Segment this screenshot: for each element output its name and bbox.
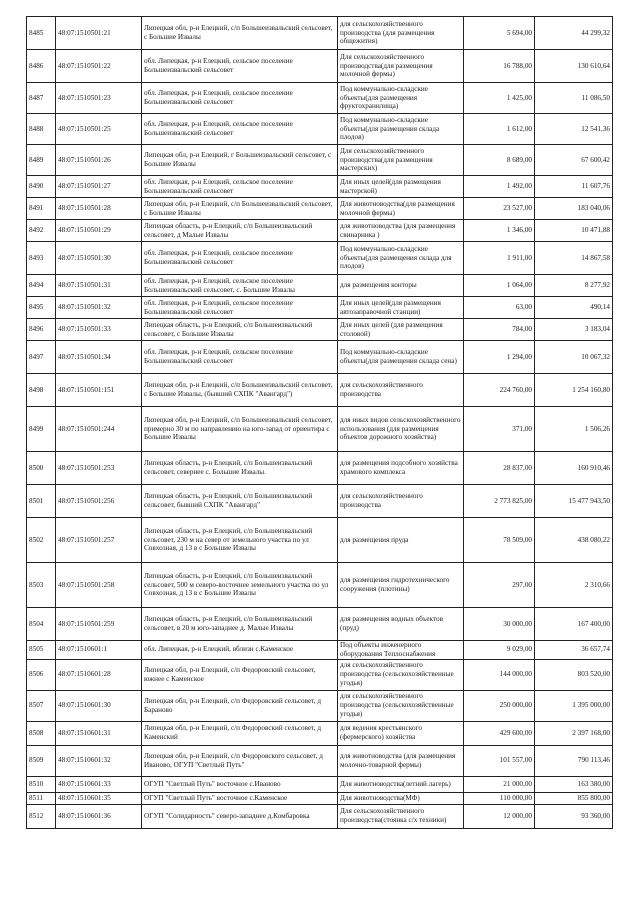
row-number-cell: 8504: [27, 608, 56, 641]
cadastral-number-cell: 48:07:1510501:256: [56, 485, 142, 518]
permitted-use-cell: Для животноводства(для размещения молочной фермы): [338, 198, 464, 220]
cadastral-value-cell: 183 040,06: [535, 198, 613, 220]
table-row: [27, 690, 613, 721]
table-row: [27, 659, 613, 690]
cadastral-number-cell: 48:07:1510501:257: [56, 518, 142, 563]
cadastral-value-cell: 93 360,00: [535, 804, 613, 828]
table-row: [27, 114, 613, 145]
cadastral-value-cell: 11 086,50: [535, 83, 613, 114]
permitted-use-cell: Для сельскохозяйственного производства(для размещения молочной фермы): [338, 50, 464, 83]
row-number-cell: 8501: [27, 485, 56, 518]
cadastral-value-cell: 14 867,58: [535, 242, 613, 275]
area-cell: 1 911,00: [464, 242, 535, 275]
cadastral-value-cell: 15 477 943,50: [535, 485, 613, 518]
table-row: [27, 563, 613, 608]
area-cell: 297,00: [464, 563, 535, 608]
row-number-cell: 8493: [27, 242, 56, 275]
address-cell: Липецкая обл, р-н Елецкий, с/п Большеизвальский сельсовет, примерно 30 м по направлению на юго-запад от ориентира с Большие Извалы: [142, 407, 338, 452]
address-cell: обл. Липецкая, р-н Елецкий, сельское поселение Большеизвальский сельсовет: [142, 176, 338, 198]
address-cell: Липецкая обл, р-н Елецкий, с/п Большеизвальский сельсовет, с Большие Извалы, (бывший СХПК "Авангард"): [142, 374, 338, 407]
row-number-cell: 8487: [27, 83, 56, 114]
area-cell: 28 837,00: [464, 452, 535, 485]
area-cell: 429 600,00: [464, 721, 535, 745]
row-number-cell: 8503: [27, 563, 56, 608]
row-number-cell: 8489: [27, 145, 56, 176]
permitted-use-cell: Под коммунально-складские объекты(для размещения склада плодов): [338, 114, 464, 145]
address-cell: ОГУП "Солидарность" северо-западнее д.Комбаровка: [142, 804, 338, 828]
row-number-cell: 8500: [27, 452, 56, 485]
permitted-use-cell: для размещения конторы: [338, 275, 464, 297]
cadastral-number-cell: 48:07:1510501:29: [56, 220, 142, 242]
address-cell: обл. Липецкая, р-н Елецкий, сельское поселение Большеизвальский сельсовет: [142, 83, 338, 114]
table-row: [27, 641, 613, 660]
address-cell: Липецкая область, р-н Елецкий, с/п Большеизвальский сельсовет, в 20 м юго-западнее д. Малые Извалы: [142, 608, 338, 641]
cadastral-value-cell: 12 541,36: [535, 114, 613, 145]
cadastral-value-cell: 3 183,04: [535, 319, 613, 341]
table-row: [27, 518, 613, 563]
table-row: [27, 50, 613, 83]
permitted-use-cell: Под объекты инженерного оборудования Теплоснабжения: [338, 641, 464, 660]
area-cell: 16 788,00: [464, 50, 535, 83]
cadastral-value-cell: 11 607,76: [535, 176, 613, 198]
area-cell: 1 064,00: [464, 275, 535, 297]
permitted-use-cell: для иных видов сельскохозяйственного использования (для размещения объектов дорожного хозяйства): [338, 407, 464, 452]
cadastral-value-cell: 490,14: [535, 297, 613, 319]
table-row: [27, 145, 613, 176]
address-cell: Липецкая обл, р-н Елецкий, с/п Большеизвальский сельсовет, с Большие Извалы: [142, 17, 338, 50]
row-number-cell: 8510: [27, 776, 56, 792]
area-cell: 1 612,00: [464, 114, 535, 145]
area-cell: 8 689,00: [464, 145, 535, 176]
cadastral-value-cell: 160 910,46: [535, 452, 613, 485]
address-cell: обл. Липецкая, р-н Елецкий, вблизи с.Каменское: [142, 641, 338, 660]
row-number-cell: 8491: [27, 198, 56, 220]
address-cell: обл. Липецкая, р-н Елецкий, сельское поселение Большеизвальский сельсовет: [142, 297, 338, 319]
address-cell: Липецкая обл, р-н Елецкий, с/п Федоровский сельсовет, д Каменский: [142, 721, 338, 745]
cadastral-number-cell: 48:07:1510601:1: [56, 641, 142, 660]
address-cell: ОГУП "Светлый Путь" восточное с.Каменское: [142, 792, 338, 804]
permitted-use-cell: для сельскохозяйственного производства (сельскохозяйственные угодья): [338, 690, 464, 721]
row-number-cell: 8492: [27, 220, 56, 242]
row-number-cell: 8488: [27, 114, 56, 145]
area-cell: 224 760,00: [464, 374, 535, 407]
address-cell: Липецкая область, р-н Елецкий, с/п Большеизвальский сельсовет, севернее с. Большие Извалы.: [142, 452, 338, 485]
cadastral-value-cell: 1 506,26: [535, 407, 613, 452]
row-number-cell: 8508: [27, 721, 56, 745]
cadastral-value-cell: 167 400,00: [535, 608, 613, 641]
row-number-cell: 8496: [27, 319, 56, 341]
cadastral-number-cell: 48:07:1510601:36: [56, 804, 142, 828]
row-number-cell: 8497: [27, 341, 56, 374]
table-row: [27, 319, 613, 341]
cadastral-value-cell: 1 254 160,80: [535, 374, 613, 407]
row-number-cell: 8485: [27, 17, 56, 50]
area-cell: 23 527,00: [464, 198, 535, 220]
address-cell: обл. Липецкая, р-н Елецкий, сельское поселение Большеизвальский сельсовет: [142, 50, 338, 83]
cadastral-number-cell: 48:07:1510601:32: [56, 745, 142, 776]
cadastral-number-cell: 48:07:1510501:31: [56, 275, 142, 297]
row-number-cell: 8512: [27, 804, 56, 828]
permitted-use-cell: Для сельскохозяйственного производства(стоянка с/х техники): [338, 804, 464, 828]
cadastral-number-cell: 48:07:1510601:28: [56, 659, 142, 690]
area-cell: 110 000,00: [464, 792, 535, 804]
row-number-cell: 8505: [27, 641, 56, 660]
table-row: [27, 804, 613, 828]
permitted-use-cell: Для иных целей(для размещения автозаправочной станции): [338, 297, 464, 319]
cadastral-value-cell: 36 657,74: [535, 641, 613, 660]
table-row: [27, 275, 613, 297]
table-row: [27, 220, 613, 242]
cadastral-number-cell: 48:07:1510501:22: [56, 50, 142, 83]
address-cell: обл. Липецкая, р-н Елецкий, сельское поселение Большеизвальский сельсовет: [142, 242, 338, 275]
row-number-cell: 8494: [27, 275, 56, 297]
table-row: [27, 745, 613, 776]
permitted-use-cell: Под коммунально-складские объекты(для размещения фруктохранилища): [338, 83, 464, 114]
table-row: [27, 83, 613, 114]
cadastral-number-cell: 48:07:1510501:258: [56, 563, 142, 608]
address-cell: Липецкая обл, р-н Елецкий, с/п Федоровского сельсовет, д Иваново, ОГУП "Светлый Путь": [142, 745, 338, 776]
table-row: [27, 485, 613, 518]
cadastral-number-cell: 48:07:1510501:27: [56, 176, 142, 198]
row-number-cell: 8502: [27, 518, 56, 563]
cadastral-number-cell: 48:07:1510501:34: [56, 341, 142, 374]
table-row: [27, 242, 613, 275]
table-row: [27, 407, 613, 452]
cadastral-value-cell: 44 299,32: [535, 17, 613, 50]
permitted-use-cell: для размещения пруда: [338, 518, 464, 563]
area-cell: 101 557,00: [464, 745, 535, 776]
permitted-use-cell: для размещения гидротехнического сооружения (плотины): [338, 563, 464, 608]
permitted-use-cell: Под коммунально-складские объекты(для размещения склада для плодов): [338, 242, 464, 275]
cadastral-number-cell: 48:07:1510601:30: [56, 690, 142, 721]
table-row: [27, 341, 613, 374]
area-cell: 30 000,00: [464, 608, 535, 641]
cadastral-value-cell: 2 397 168,00: [535, 721, 613, 745]
area-cell: 1 425,00: [464, 83, 535, 114]
area-cell: 12 000,00: [464, 804, 535, 828]
cadastral-value-cell: 10 067,32: [535, 341, 613, 374]
area-cell: 9 029,00: [464, 641, 535, 660]
cadastral-value-cell: 790 113,46: [535, 745, 613, 776]
cadastral-value-cell: 803 520,00: [535, 659, 613, 690]
table-row: [27, 176, 613, 198]
address-cell: Липецкая область, р-н Елецкий, с/п Большеизвальский сельсовет, д Малые Извалы: [142, 220, 338, 242]
permitted-use-cell: для животноводства (для размещения молочно-товарной фермы): [338, 745, 464, 776]
address-cell: Липецкая обл, р-н Елецкий, г Большеизвальский сельсовет, с Большие Извалы: [142, 145, 338, 176]
cadastral-value-cell: 10 471,88: [535, 220, 613, 242]
cadastral-value-cell: 438 080,22: [535, 518, 613, 563]
row-number-cell: 8490: [27, 176, 56, 198]
area-cell: 1 294,00: [464, 341, 535, 374]
permitted-use-cell: Для животноводства(летний лагерь): [338, 776, 464, 792]
area-cell: 1 492,00: [464, 176, 535, 198]
cadastral-number-cell: 48:07:1510501:33: [56, 319, 142, 341]
permitted-use-cell: Для иных целей(для размещения мастерской): [338, 176, 464, 198]
address-cell: Липецкая обл, р-н Елецкий, с/п Федоровский сельсовет, южнее с Каменское: [142, 659, 338, 690]
area-cell: 78 509,00: [464, 518, 535, 563]
cadastral-value-cell: 2 310,66: [535, 563, 613, 608]
address-cell: обл. Липецкая, р-н Елецкий, сельское поселение Большеизвальский сельсовет, с. Большие Извалы: [142, 275, 338, 297]
cadastral-number-cell: 48:07:1510501:21: [56, 17, 142, 50]
address-cell: ОГУП "Светлый Путь" восточное с.Иваново: [142, 776, 338, 792]
row-number-cell: 8509: [27, 745, 56, 776]
table-row: [27, 608, 613, 641]
cadastral-number-cell: 48:07:1510501:30: [56, 242, 142, 275]
table-row: [27, 721, 613, 745]
cadastral-value-cell: 130 610,64: [535, 50, 613, 83]
address-cell: Липецкая область, р-н Елецкий, с/п Большеизвальский сельсовет, 500 м северо-восточнее земельного участка по ул Совхозная, д 13 в с Большие Извалы: [142, 563, 338, 608]
permitted-use-cell: Под коммунально-складские объекты(для размещения склада сена): [338, 341, 464, 374]
area-cell: 1 346,00: [464, 220, 535, 242]
address-cell: Липецкая область, р-н Елецкий, с/п Большеизвальский сельсовет, с Большие Извалы: [142, 319, 338, 341]
row-number-cell: 8511: [27, 792, 56, 804]
permitted-use-cell: Для сельскохозяйственного производства(для размещения мастерских): [338, 145, 464, 176]
cadastral-number-cell: 48:07:1510501:26: [56, 145, 142, 176]
cadastral-number-cell: 48:07:1510501:28: [56, 198, 142, 220]
cadastral-number-cell: 48:07:1510501:25: [56, 114, 142, 145]
cadastral-value-cell: 8 277,92: [535, 275, 613, 297]
permitted-use-cell: для сельскохозяйственного производства (для размещения общежития): [338, 17, 464, 50]
cadastral-value-cell: 1 395 000,00: [535, 690, 613, 721]
permitted-use-cell: Для иных целей (для размещения столовой): [338, 319, 464, 341]
table-row: [27, 452, 613, 485]
area-cell: 5 694,00: [464, 17, 535, 50]
cadastral-value-cell: 67 600,42: [535, 145, 613, 176]
area-cell: 21 000,00: [464, 776, 535, 792]
cadastral-number-cell: 48:07:1510601:35: [56, 792, 142, 804]
address-cell: Липецкая обл, р-н Елецкий, с/п Федоровский сельсовет, д Бараново: [142, 690, 338, 721]
permitted-use-cell: для размещения водных объектов (пруд): [338, 608, 464, 641]
land-registry-table-page: [26, 16, 613, 829]
cadastral-number-cell: 48:07:1510501:253: [56, 452, 142, 485]
address-cell: Липецкая область, р-н Елецкий, с/п Большеизвальский сельсовет, 230 м на север от земельного участка по ул Совхозная, д 13 в с Большие Извалы: [142, 518, 338, 563]
cadastral-number-cell: 48:07:1510501:23: [56, 83, 142, 114]
row-number-cell: 8499: [27, 407, 56, 452]
address-cell: Липецкая область, р-н Елецкий, с/п Большеизвальский сельсовет, бывший СХПК "Авангард": [142, 485, 338, 518]
table-row: [27, 17, 613, 50]
table-row: [27, 297, 613, 319]
permitted-use-cell: для сельскохозяйственного производства (сельскохозяйственные угодья): [338, 659, 464, 690]
row-number-cell: 8506: [27, 659, 56, 690]
area-cell: 250 000,00: [464, 690, 535, 721]
cadastral-value-cell: 855 800,00: [535, 792, 613, 804]
area-cell: 784,00: [464, 319, 535, 341]
permitted-use-cell: для сельскохозяйственного производства: [338, 485, 464, 518]
cadastral-value-cell: 163 380,00: [535, 776, 613, 792]
cadastral-number-cell: 48:07:1510501:32: [56, 297, 142, 319]
cadastral-number-cell: 48:07:1510501:244: [56, 407, 142, 452]
land-registry-table: [26, 16, 613, 829]
permitted-use-cell: для сельскохозяйственного производства: [338, 374, 464, 407]
table-row: [27, 198, 613, 220]
cadastral-number-cell: 48:07:1510501:259: [56, 608, 142, 641]
table-row: [27, 776, 613, 792]
row-number-cell: 8507: [27, 690, 56, 721]
table-body: [27, 17, 613, 829]
permitted-use-cell: для животноводства (для размещения свинарника ): [338, 220, 464, 242]
area-cell: 2 773 825,00: [464, 485, 535, 518]
cadastral-number-cell: 48:07:1510501:151: [56, 374, 142, 407]
row-number-cell: 8495: [27, 297, 56, 319]
table-row: [27, 374, 613, 407]
address-cell: Липецкая обл, р-н Елецкий, с/п Большеизвальский сельсовет, с Большие Извалы: [142, 198, 338, 220]
permitted-use-cell: Для животноводства(МФ): [338, 792, 464, 804]
area-cell: 371,00: [464, 407, 535, 452]
row-number-cell: 8498: [27, 374, 56, 407]
area-cell: 63,00: [464, 297, 535, 319]
address-cell: обл. Липецкая, р-н Елецкий, сельское поселение Большеизвальский сельсовет: [142, 114, 338, 145]
table-row: [27, 792, 613, 804]
permitted-use-cell: для ведения крестьянского (фермерского) хозяйства: [338, 721, 464, 745]
cadastral-number-cell: 48:07:1510601:31: [56, 721, 142, 745]
area-cell: 144 000,00: [464, 659, 535, 690]
permitted-use-cell: для размещения подсобного хозяйства храмового комплекса: [338, 452, 464, 485]
row-number-cell: 8486: [27, 50, 56, 83]
cadastral-number-cell: 48:07:1510601:33: [56, 776, 142, 792]
address-cell: обл. Липецкая, р-н Елецкий, сельское поселение Большеизвальский сельсовет: [142, 341, 338, 374]
